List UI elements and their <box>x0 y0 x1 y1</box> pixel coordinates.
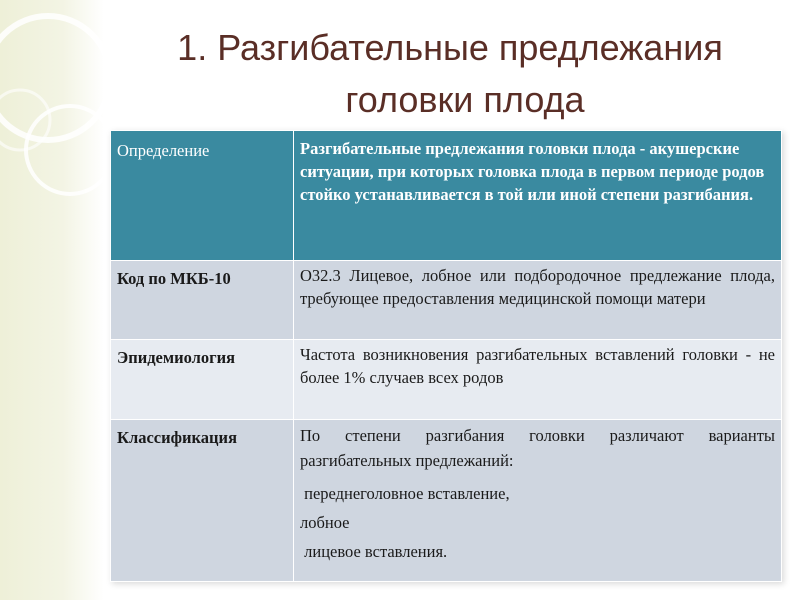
title-line-2: головки плода <box>345 79 585 120</box>
title-line-1: 1. Разгибательные предлежания <box>177 27 723 68</box>
row-value-classification <box>294 420 782 582</box>
info-table <box>110 130 782 582</box>
row-value-definition: Разгибательные предлежания головки плода - акушерские ситуации, при которых головка плода в первом периоде родов стойко устанавливается в той или иной степени разгибания. <box>294 131 782 261</box>
list-item: переднеголовное вставление, <box>300 484 510 503</box>
slide-title <box>140 22 760 126</box>
classification-list <box>300 479 775 566</box>
classification-intro: По степени разгибания головки различают варианты разгибательных предлежаний: <box>300 426 775 470</box>
table-row-classification <box>111 420 782 582</box>
row-key-classification: Классификация <box>111 420 294 582</box>
row-key-epidemiology: Эпидемиология <box>111 340 294 420</box>
row-value-icd: О32.3 Лицевое, лобное или подбородочное предлежание плода, требующее предоставления медицинской помощи матери <box>294 261 782 340</box>
decorative-circles <box>0 0 110 260</box>
table-row-icd <box>111 261 782 340</box>
row-value-epidemiology: Частота возникновения разгибательных вставлений головки - не более 1% случаев всех родов <box>294 340 782 420</box>
list-item: лицевое вставления. <box>300 542 448 561</box>
row-key-icd: Код по МКБ-10 <box>111 261 294 340</box>
row-key-definition: Определение <box>111 131 294 261</box>
list-item: лобное <box>300 513 350 532</box>
table-row-definition <box>111 131 782 261</box>
table-row-epidemiology <box>111 340 782 420</box>
